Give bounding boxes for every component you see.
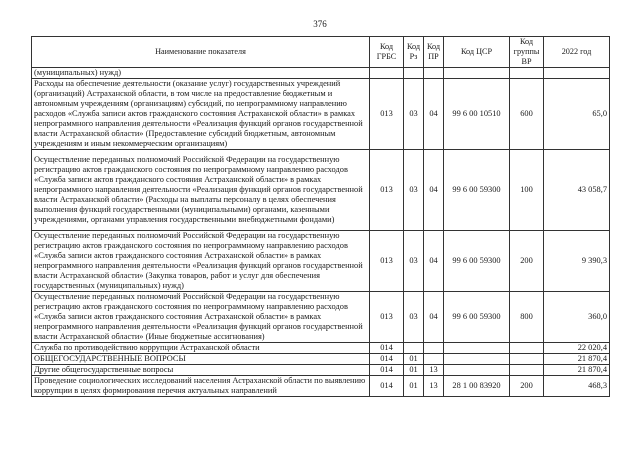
row-vr <box>510 365 544 376</box>
row-pr: 13 <box>424 365 444 376</box>
row-grbs: 014 <box>370 376 404 397</box>
row-pr: 04 <box>424 292 444 343</box>
row-csr: 28 1 00 83920 <box>444 376 510 397</box>
row-amount: 468,3 <box>544 376 610 397</box>
row-pr: 04 <box>424 150 444 231</box>
row-grbs: 013 <box>370 292 404 343</box>
row-name: Служба по противодействию коррупции Астраханской области <box>32 343 370 354</box>
row-amount: 65,0 <box>544 79 610 150</box>
header-csr: Код ЦСР <box>444 37 510 68</box>
row-vr <box>510 354 544 365</box>
row-rz <box>404 343 424 354</box>
row-name: Осуществление переданных полномочий Российской Федерации на государственную регистрацию актов гражданского состояния по непрограммному направлению расходов «Служба записи актов гражданского состояния Астраханской области» в рамках непрограммного направления деятельности «Реализация функций органов государственной власти Астраханской области» (Расходы на выплаты персоналу в целях обеспечения выполнения функций государственными (муниципальными) органами, казенными учреждениями, органами управления государственными внебюджетными фондами) <box>32 150 370 231</box>
row-vr: 200 <box>510 231 544 292</box>
row-rz: 03 <box>404 231 424 292</box>
row-pr: 13 <box>424 376 444 397</box>
row-pr: 04 <box>424 79 444 150</box>
row-grbs: 013 <box>370 231 404 292</box>
header-year: 2022 год <box>544 37 610 68</box>
row-grbs: 014 <box>370 354 404 365</box>
row-name: Осуществление переданных полномочий Российской Федерации на государственную регистрацию актов гражданского состояния по непрограммному направлению расходов «Служба записи актов гражданского состояния Астраханской области» в рамках непрограммного направления деятельности «Реализация функций органов государственной власти Астраханской области» (Закупка товаров, работ и услуг для обеспечения государственных (муниципальных) нужд) <box>32 231 370 292</box>
row-rz: 01 <box>404 365 424 376</box>
row-grbs: 013 <box>370 79 404 150</box>
row-name: Проведение социологических исследований населения Астраханской области по выявлению коррупции в целях формирования перечня актуальных направлений <box>32 376 370 397</box>
budget-table <box>31 36 610 397</box>
row-vr <box>510 68 544 79</box>
row-grbs: 014 <box>370 365 404 376</box>
row-amount: 360,0 <box>544 292 610 343</box>
table-row <box>32 68 610 79</box>
row-grbs: 013 <box>370 150 404 231</box>
row-rz: 01 <box>404 376 424 397</box>
row-amount: 21 870,4 <box>544 354 610 365</box>
row-name: ОБЩЕГОСУДАРСТВЕННЫЕ ВОПРОСЫ <box>32 354 370 365</box>
row-pr <box>424 68 444 79</box>
page-number: 376 <box>313 19 327 29</box>
header-pr: Код ПР <box>424 37 444 68</box>
table-row <box>32 292 610 343</box>
row-rz <box>404 68 424 79</box>
row-name: Осуществление переданных полномочий Российской Федерации на государственную регистрацию актов гражданского состояния по непрограммному направлению расходов «Служба записи актов гражданского состояния Астраханской области» в рамках непрограммного направления деятельности «Реализация функций органов государственной власти Астраханской области» (Иные бюджетные ассигнования) <box>32 292 370 343</box>
row-rz: 01 <box>404 354 424 365</box>
row-pr: 04 <box>424 231 444 292</box>
row-csr <box>444 68 510 79</box>
table-row <box>32 354 610 365</box>
row-vr: 100 <box>510 150 544 231</box>
row-grbs: 014 <box>370 343 404 354</box>
header-grbs: Код ГРБС <box>370 37 404 68</box>
table-row <box>32 343 610 354</box>
row-amount: 21 870,4 <box>544 365 610 376</box>
row-csr: 99 6 00 59300 <box>444 150 510 231</box>
header-rz: Код Рз <box>404 37 424 68</box>
row-amount <box>544 68 610 79</box>
table-header-row <box>32 37 610 68</box>
table-row <box>32 376 610 397</box>
table-row <box>32 365 610 376</box>
row-vr: 800 <box>510 292 544 343</box>
row-csr <box>444 354 510 365</box>
row-vr <box>510 343 544 354</box>
row-rz: 03 <box>404 79 424 150</box>
row-grbs <box>370 68 404 79</box>
row-rz: 03 <box>404 150 424 231</box>
header-vr: Код группы ВР <box>510 37 544 68</box>
row-csr: 99 6 00 59300 <box>444 231 510 292</box>
row-csr <box>444 343 510 354</box>
row-name: Расходы на обеспечение деятельности (оказание услуг) государственных учреждений (организаций) Астраханской области, в том числе на предоставление бюджетным и автономным учреждениям (организациям) субсидий, по непрограммному направлению расходов «Служба записи актов гражданского состояния Астраханской области» в рамках непрограммного направления деятельности «Реализация функций органов государственной власти Астраханской области» (Предоставление субсидий бюджетным, автономным учреждениям и иным некоммерческим организациям) <box>32 79 370 150</box>
header-name: Наименование показателя <box>32 37 370 68</box>
row-csr: 99 6 00 59300 <box>444 292 510 343</box>
row-pr <box>424 354 444 365</box>
row-csr: 99 6 00 10510 <box>444 79 510 150</box>
row-rz: 03 <box>404 292 424 343</box>
row-pr <box>424 343 444 354</box>
row-csr <box>444 365 510 376</box>
row-vr: 600 <box>510 79 544 150</box>
table-row <box>32 79 610 150</box>
row-name: Другие общегосударственные вопросы <box>32 365 370 376</box>
row-amount: 9 390,3 <box>544 231 610 292</box>
table-row <box>32 231 610 292</box>
row-name: (муниципальных) нужд) <box>32 68 370 79</box>
row-amount: 22 020,4 <box>544 343 610 354</box>
table-row <box>32 150 610 231</box>
row-amount: 43 058,7 <box>544 150 610 231</box>
row-vr: 200 <box>510 376 544 397</box>
